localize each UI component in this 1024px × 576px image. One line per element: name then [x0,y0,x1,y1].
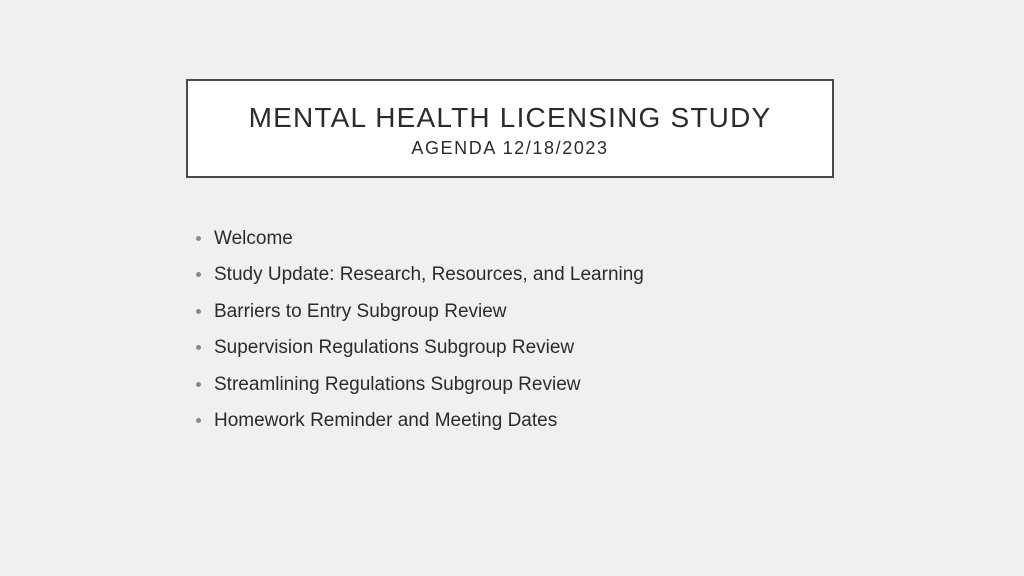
title-box [186,79,834,178]
bullet-icon [196,309,201,314]
bullet-icon [196,345,201,350]
agenda-item-label: Welcome [214,228,293,249]
bullet-icon [196,418,201,423]
agenda-item-label: Barriers to Entry Subgroup Review [214,300,507,322]
agenda-item-label: Supervision Regulations Subgroup Review [214,337,575,359]
slide-title: MENTAL HEALTH LICENSING STUDY [248,102,772,133]
agenda-item-label: Streamlining Regulations Subgroup Review [214,373,581,395]
bullet-icon [196,272,201,277]
bullet-icon [196,236,201,241]
agenda-item-label: Study Update: Research, Resources, and Learning [214,264,644,286]
bullet-icon [196,382,201,387]
agenda-item-label: Homework Reminder and Meeting Dates [214,409,558,431]
slide-subtitle: AGENDA 12/18/2023 [411,138,609,158]
